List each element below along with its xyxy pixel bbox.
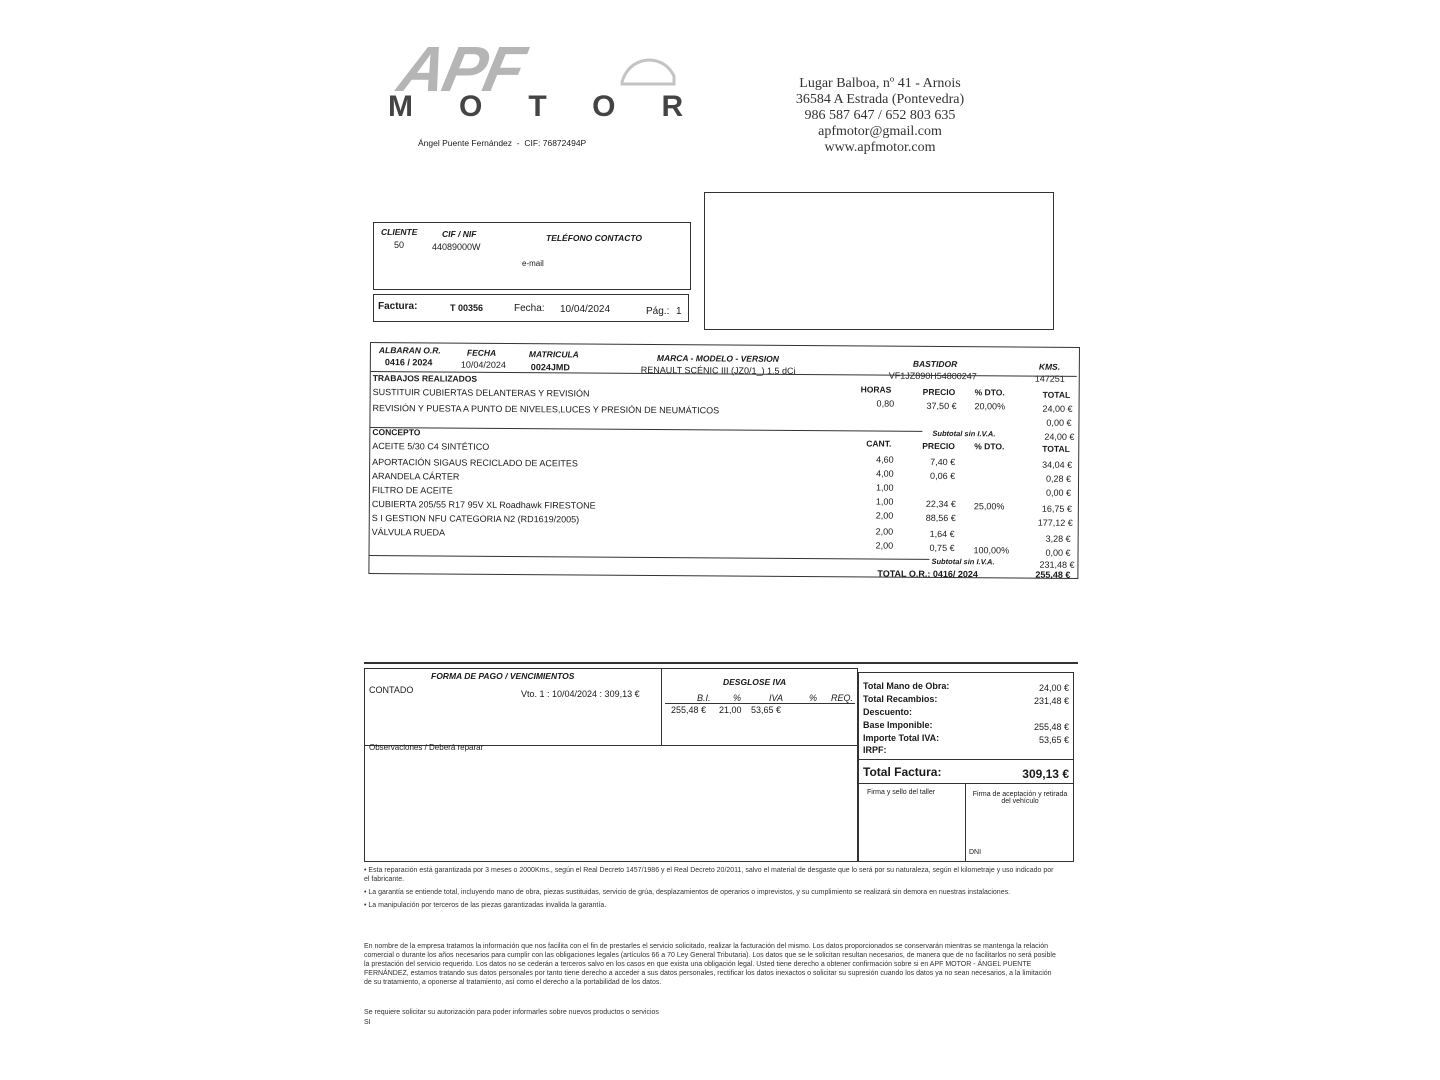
fecha-header: FECHA bbox=[466, 347, 497, 358]
obs-label: Observaciones / Deberá reparar bbox=[369, 743, 484, 752]
concepto-precio: 88,56 € bbox=[925, 512, 956, 524]
firma-cliente: Firma de aceptación y retirada del vehículo bbox=[972, 791, 1068, 805]
iva-amount: 53,65 € bbox=[751, 705, 782, 715]
pag-label: Pág.: bbox=[646, 306, 670, 317]
concepto-subtotal-label: Subtotal sin I.V.A. bbox=[931, 556, 995, 567]
signature-split bbox=[965, 783, 966, 861]
trabajos-subtotal: 24,00 € bbox=[1044, 431, 1075, 442]
trabajos-subtotal-label: Subtotal sin I.V.A. bbox=[932, 428, 996, 439]
dni-label: DNI bbox=[969, 849, 982, 856]
iva-header-line bbox=[665, 703, 855, 704]
logo-motor-text: MOTOR bbox=[388, 90, 730, 123]
pag-value: 1 bbox=[676, 306, 682, 317]
fecha-value: 10/04/2024 bbox=[460, 359, 506, 370]
concepto-cant: 4,00 bbox=[876, 468, 894, 479]
concepto-cant: 1,00 bbox=[875, 496, 894, 507]
address-line: www.apfmotor.com bbox=[824, 140, 936, 155]
trabajo-precio: 37,50 € bbox=[926, 400, 957, 412]
recipient-box bbox=[704, 192, 1054, 330]
totals-divider bbox=[859, 759, 1073, 760]
kms-header: KMS. bbox=[1038, 361, 1061, 372]
concepto-precio: 22,34 € bbox=[925, 498, 956, 510]
concepto-precio: 1,64 € bbox=[929, 528, 955, 540]
iva-col: REQ. bbox=[831, 693, 854, 703]
bullet-item: • Esta reparación está garantizada por 3 meses o 2000Kms., según el Real Decreto 1457/1986 y el Real Decreto 20/2011, salvo el material de desgaste que lo será por su naturaleza, según el kilometraje y uso indicado por el fabricante. bbox=[364, 867, 1054, 884]
trabajo-total2: 0,00 € bbox=[1046, 417, 1072, 428]
col-precio: PRECIO bbox=[922, 440, 955, 452]
address-line: Lugar Balboa, nº 41 - Arnois bbox=[799, 76, 961, 91]
payment-title: FORMA DE PAGO / VENCIMIENTOS bbox=[431, 671, 575, 681]
concepto-desc: ACEITE 5/30 C4 SINTÉTICO bbox=[372, 441, 490, 452]
trabajo-dto: 20,00% bbox=[974, 401, 1006, 412]
total-label: Base Imponible: bbox=[863, 720, 933, 730]
cif-value: 44089000W bbox=[432, 242, 481, 252]
trabajos-title: TRABAJOS REALIZADOS bbox=[372, 373, 478, 384]
total-or-value: 255,48 € bbox=[1035, 569, 1071, 580]
iva-bi: 255,48 € bbox=[671, 705, 707, 715]
concepto-desc: CUBIERTA 205/55 R17 95V XL Roadhawk FIRESTONE bbox=[371, 499, 596, 511]
concepto-desc: FILTRO DE ACEITE bbox=[371, 485, 453, 496]
total-label: Descuento: bbox=[863, 707, 913, 717]
payment-top-line bbox=[364, 662, 1078, 664]
concepto-total: 0,28 € bbox=[1046, 473, 1072, 484]
iva-col: IVA bbox=[769, 693, 784, 703]
address-line: apfmotor@gmail.com bbox=[818, 124, 942, 139]
payment-box bbox=[364, 668, 858, 862]
address-line: 36584 A Estrada (Pontevedra) bbox=[795, 92, 965, 107]
trabajo-line: REVISIÓN Y PUESTA A PUNTO DE NIVELES,LUCES Y PRESIÓN DE NEUMÁTICOS bbox=[372, 403, 720, 416]
trabajo-line: SUSTITUIR CUBIERTAS DELANTERAS Y REVISIÓN bbox=[372, 387, 590, 399]
iva-col: % bbox=[733, 693, 742, 703]
trabajos-divider bbox=[370, 427, 922, 432]
total-value: 255,48 € bbox=[1033, 722, 1069, 732]
payment-vto: Vto. 1 : 10/04/2024 : 309,13 € bbox=[521, 689, 640, 699]
consent-si: SI bbox=[364, 1019, 371, 1026]
legal-text: En nombre de la empresa tratamos la información que nos facilita con el fin de prestarles el servicio solicitado, realizar la facturación del mismo. Los datos proporcionados se conservarán mientras se mantenga la relación comercial o durante los años necesarios para cumplir con las obligaciones legales (artículos 66 a 70 Ley General Tributaria). Los datos que se le solicitan resultan necesarios, de manera que de no facilitarlos no será posible la prestación del servicio requerido. Los datos no se cederán a terceros salvo en los casos en que exista una obligación legal. Usted tiene derecho a obtener confirmación sobre si en APF MOTOR - ÁNGEL PUENTE FERNÁNDEZ, estamos tratando sus datos personales por tanto tiene derecho a acceder a sus datos personales, rectificar los datos inexactos o solicitar su supresión cuando los datos ya no sean necesarios, a la limitación de su tratamiento, a oponerse al tratamiento, así como el derecho a la portabilidad de los datos. bbox=[364, 943, 1056, 987]
concepto-total: 0,00 € bbox=[1045, 487, 1072, 498]
concepto-precio: 7,40 € bbox=[930, 456, 956, 468]
total-value: 24,00 € bbox=[1038, 683, 1069, 693]
bullet-item: • La garantía se entiende total, incluyendo mano de obra, piezas sustituidas, servicio de grúa, desplazamientos de operarios o imprevistos, y su cumplimiento se realizará sin demora en nuestras instalaciones. bbox=[364, 889, 1011, 897]
phone-label: TELÉFONO CONTACTO bbox=[546, 233, 643, 243]
concepto-desc: APORTACIÓN SIGAUS RECICLADO DE ACEITES bbox=[372, 457, 578, 469]
iva-pct: 21,00 bbox=[719, 705, 742, 715]
concepto-dto: 100,00% bbox=[973, 545, 1010, 556]
totals-box bbox=[858, 672, 1074, 862]
total-value: 231,48 € bbox=[1033, 696, 1069, 706]
fecha-value: 10/04/2024 bbox=[560, 304, 611, 315]
guarantee-notes bbox=[364, 866, 1054, 910]
firma-taller: Firma y sello del taller bbox=[867, 789, 936, 796]
car-silhouette-icon bbox=[618, 52, 678, 92]
client-box bbox=[373, 222, 691, 290]
factura-label: Factura: bbox=[378, 301, 418, 312]
total-value: 53,65 € bbox=[1038, 735, 1069, 745]
marca-value: RENAULT SCÉNIC III (JZ0/1_) 1.5 dCi bbox=[640, 364, 796, 376]
col-precio: PRECIO bbox=[922, 386, 956, 398]
total-label: Total Mano de Obra: bbox=[863, 681, 950, 691]
marca-header: MARCA - MODELO - VERSION bbox=[656, 353, 779, 364]
iva-col: B.I. bbox=[697, 693, 711, 703]
bastidor-value: VF1JZ890H54800247 bbox=[888, 370, 977, 382]
fecha-label: Fecha: bbox=[514, 303, 545, 314]
concepto-total: 177,12 € bbox=[1037, 517, 1073, 528]
col-dto: % DTO. bbox=[974, 387, 1005, 398]
company-address bbox=[770, 76, 990, 156]
logo-apf-text: APF bbox=[392, 33, 530, 105]
email-label: e-mail bbox=[522, 259, 544, 268]
iva-divider bbox=[661, 669, 662, 745]
matricula-header: MATRICULA bbox=[528, 349, 579, 360]
concepto-subtotal: 231,48 € bbox=[1039, 559, 1075, 570]
order-table bbox=[368, 342, 1080, 579]
col-dto: % DTO. bbox=[974, 441, 1005, 452]
company-logo bbox=[388, 33, 730, 130]
trabajo-total: 24,00 € bbox=[1042, 403, 1073, 414]
iva-col: % bbox=[809, 693, 818, 703]
concepto-total: 3,28 € bbox=[1045, 533, 1071, 544]
trabajo-horas: 0,80 bbox=[876, 398, 895, 409]
kms-value: 147251 bbox=[1034, 373, 1065, 384]
concepto-desc: ARANDELA CÁRTER bbox=[372, 471, 460, 482]
concepto-precio: 0,06 € bbox=[930, 470, 956, 482]
concepto-divider bbox=[370, 555, 930, 560]
concepto-desc: VÁLVULA RUEDA bbox=[371, 527, 446, 538]
concepto-total: 0,00 € bbox=[1045, 547, 1071, 558]
consent-text: Se requiere solicitar su autorización para poder informarles sobre nuevos productos o servicios bbox=[364, 1009, 659, 1016]
iva-title: DESGLOSE IVA bbox=[723, 677, 787, 687]
total-label: Importe Total IVA: bbox=[863, 733, 940, 743]
invoice-box bbox=[373, 294, 689, 322]
matricula-value: 0024JMD bbox=[530, 362, 570, 373]
concepto-desc: S I GESTION NFU CATEGORIA N2 (RD1619/2005) bbox=[371, 513, 580, 525]
total-label: Total Recambios: bbox=[863, 694, 938, 704]
concepto-precio: 0,75 € bbox=[929, 542, 955, 554]
albaran-header: ALBARAN O.R. bbox=[378, 345, 441, 356]
concepto-cant: 4,60 bbox=[876, 454, 894, 465]
total-factura-value: 309,13 € bbox=[1022, 767, 1069, 781]
albaran-value: 0416 / 2024 bbox=[384, 357, 433, 368]
total-factura-label: Total Factura: bbox=[863, 765, 942, 779]
concepto-title: CONCEPTO bbox=[372, 427, 421, 438]
col-total: TOTAL bbox=[1042, 443, 1070, 454]
company-owner: Ángel Puente Fernández - CIF: 76872494P bbox=[418, 138, 587, 148]
col-horas: HORAS bbox=[860, 384, 892, 395]
address-line: 986 587 647 / 652 803 635 bbox=[804, 108, 956, 123]
payment-method: CONTADO bbox=[369, 685, 414, 695]
concepto-cant: 2,00 bbox=[875, 540, 894, 551]
total-label: IRPF: bbox=[863, 745, 887, 755]
col-total: TOTAL bbox=[1042, 389, 1071, 400]
concepto-cant: 1,00 bbox=[875, 482, 894, 493]
factura-value: T 00356 bbox=[450, 303, 484, 313]
concepto-total: 34,04 € bbox=[1042, 459, 1073, 470]
signature-divider bbox=[859, 783, 1073, 784]
concepto-total: 16,75 € bbox=[1041, 503, 1072, 514]
total-or-label: TOTAL O.R.: 0416/ 2024 bbox=[877, 568, 978, 580]
bullet-item: • La manipulación por terceros de las piezas garantizadas invalida la garantía. bbox=[364, 902, 607, 910]
concepto-cant: 2,00 bbox=[875, 526, 894, 537]
concepto-dto: 25,00% bbox=[973, 501, 1005, 512]
cliente-value: 50 bbox=[394, 240, 405, 250]
bastidor-header: BASTIDOR bbox=[912, 358, 958, 370]
col-cant: CANT. bbox=[866, 438, 892, 449]
cif-label: CIF / NIF bbox=[442, 229, 477, 239]
cliente-label: CLIENTE bbox=[381, 227, 418, 237]
concepto-cant: 2,00 bbox=[875, 510, 894, 521]
